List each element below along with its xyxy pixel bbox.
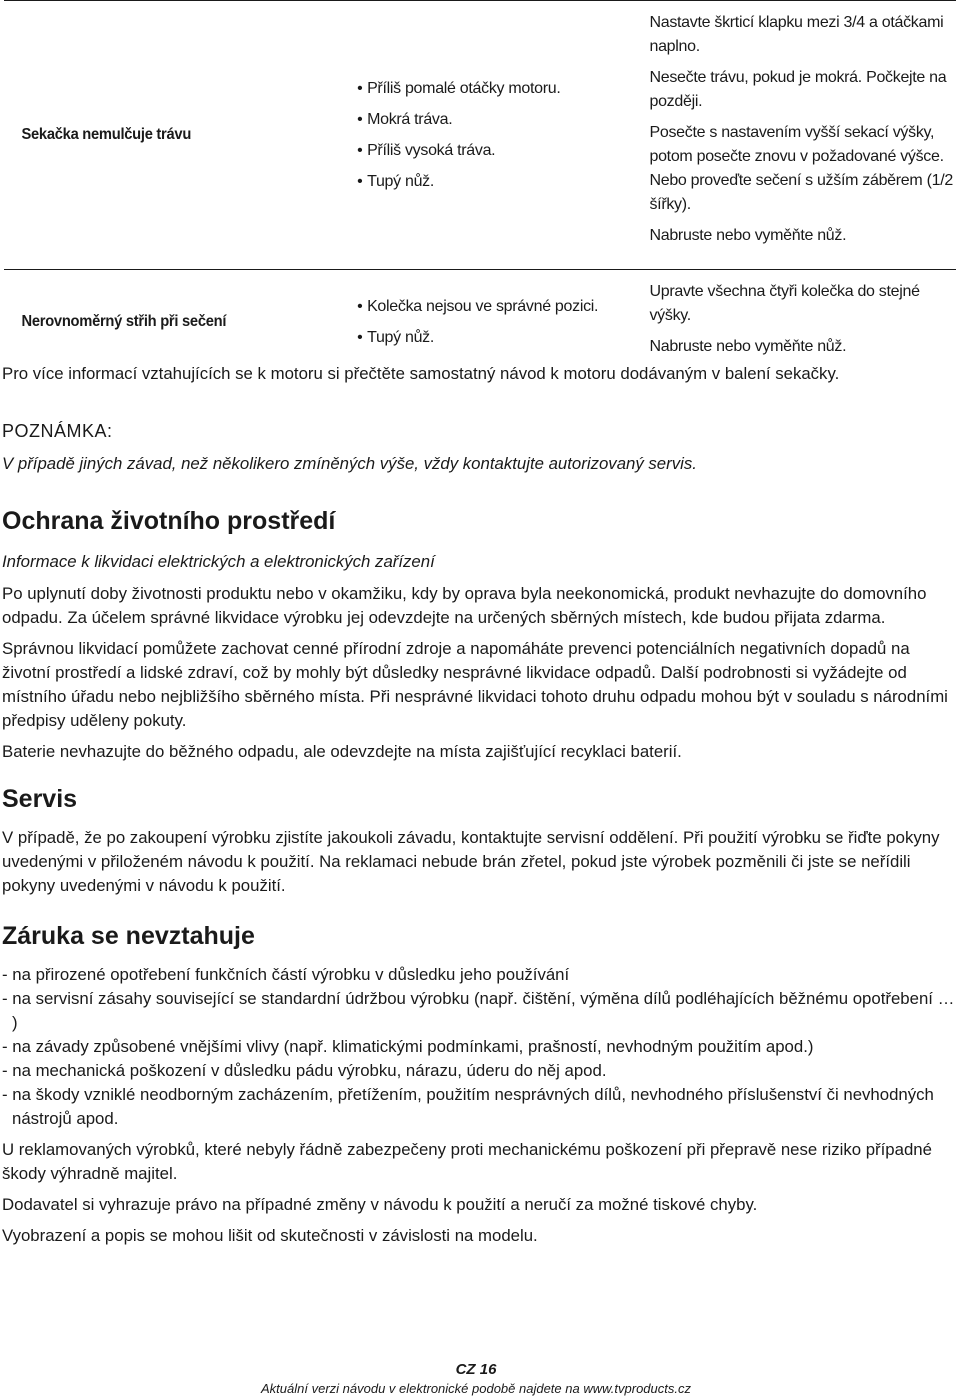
environment-heading: Ochrana životního prostředí bbox=[2, 507, 336, 535]
battery-paragraph: Baterie nevhazujte do běžného odpadu, ale odevzdejte na místa zajišťující recyklaci baterií. bbox=[2, 742, 682, 761]
warranty-paragraph: Vyobrazení a popis se mohou lišit od skutečnosti v závislosti na modelu. bbox=[2, 1226, 538, 1245]
problem-cell: Nerovnoměrný střih při sečení bbox=[4, 270, 309, 375]
list-item: • Tupý nůž. bbox=[357, 166, 646, 197]
footer-url-text: Aktuální verzi návodu v elektronické podobě najdete na www.tvproducts.cz bbox=[261, 1381, 691, 1396]
page-footer bbox=[0, 1360, 960, 1398]
warranty-paragraph: Dodavatel si vyhrazuje právo na případné změny v návodu k použití a neručí za možné tiskové chyby. bbox=[2, 1195, 758, 1214]
cause-list bbox=[335, 291, 646, 353]
list-item: • Kolečka nejsou ve správné pozici. bbox=[357, 291, 646, 322]
table-row bbox=[4, 1, 956, 270]
list-item: • Tupý nůž. bbox=[357, 322, 646, 353]
cause-cell bbox=[335, 270, 646, 375]
list-item: Posečte s nastavením vyšší sekací výšky, potom posečte znovu v požadované výšce. Nebo proveďte sečení s užším záběrem (1/2 šířky). bbox=[649, 124, 953, 213]
list-item: Upravte všechna čtyři kolečka do stejné výšky. bbox=[649, 283, 920, 324]
solution-list bbox=[646, 280, 956, 359]
cause-list bbox=[335, 73, 646, 197]
engine-note: Pro více informací vztahujících se k motoru si přečtěte samostatný návod k motoru dodávaným v balení sekačky. bbox=[2, 364, 840, 383]
list-item: Nesečte trávu, pokud je mokrá. Počkejte na později. bbox=[649, 69, 947, 110]
troubleshooting-table bbox=[4, 0, 956, 374]
list-item: - na mechanická poškození v důsledku pádu výrobku, nárazu, úderu do něj apod. bbox=[2, 1061, 607, 1080]
cause-cell bbox=[335, 1, 646, 270]
warranty-exclusion-list bbox=[2, 963, 956, 1131]
list-item: Nastavte škrticí klapku mezi 3/4 a otáčkami naplno. bbox=[649, 14, 944, 55]
list-item: Nabruste nebo vyměňte nůž. bbox=[649, 338, 847, 355]
service-heading: Servis bbox=[2, 785, 78, 813]
environment-paragraph: Správnou likvidací pomůžete zachovat cenné přírodní zdroje a napomáháte prevenci potenciálních negativních dopadů na životní prostředí a lidské zdraví, což by mohly být důsledky nesprávné likvidace odpadů. Další podrobnosti si vyžádejte od místního úřadu nebo nejbližšího sběrného místa. Při nesprávné likvidaci tohoto druhu odpadu mohou být v souladu s národními předpisy uděleny pokuty. bbox=[2, 639, 948, 730]
list-item: - na škody vzniklé neodborným zacházením, přetížením, použitím nesprávných dílů, nevhodného příslušenství či nevhodných nástrojů apod. bbox=[2, 1085, 934, 1128]
document-body bbox=[2, 362, 956, 1255]
solution-cell bbox=[646, 270, 956, 375]
list-item: • Mokrá tráva. bbox=[357, 104, 646, 135]
page-number: CZ 16 bbox=[455, 1361, 497, 1378]
warranty-paragraph: U reklamovaných výrobků, které nebyly řádně zabezpečeny proti mechanickému poškození při přepravě nese riziko případné škody výhradně majitel. bbox=[2, 1140, 932, 1183]
list-item: • Příliš vysoká tráva. bbox=[357, 135, 646, 166]
environment-subheading: Informace k likvidaci elektrických a elektronických zařízení bbox=[2, 552, 435, 571]
note-text: V případě jiných závad, než několikero zmíněných výše, vždy kontaktujte autorizovaný servis. bbox=[2, 454, 697, 473]
list-item: - na přirozené opotřebení funkčních částí výrobku v důsledku jeho používání bbox=[2, 965, 570, 984]
list-item: • Příliš pomalé otáčky motoru. bbox=[357, 73, 646, 104]
table-row bbox=[4, 270, 956, 375]
warranty-heading: Záruka se nevztahuje bbox=[2, 922, 255, 950]
solution-cell bbox=[646, 1, 956, 270]
list-item: Nabruste nebo vyměňte nůž. bbox=[649, 227, 847, 244]
list-item: - na servisní zásahy související se standardní údržbou výrobku (např. čištění, výměna dílů podléhajících běžnému opotřebení … ) bbox=[2, 989, 955, 1032]
environment-paragraph: Po uplynutí doby životnosti produktu nebo v okamžiku, kdy by oprava byla neekonomická, produkt nevhazujte do domovního odpadu. Za účelem správné likvidace výrobku jej odevzdejte na určených sběrných místech, kde budou přijata zdarma. bbox=[2, 584, 927, 627]
list-item: - na závady způsobené vnějšími vlivy (např. klimatickými podmínkami, prašností, nevhodným použitím apod.) bbox=[2, 1037, 814, 1056]
solution-list bbox=[646, 11, 956, 248]
problem-cell: Sekačka nemulčuje trávu bbox=[4, 1, 309, 270]
service-paragraph: V případě, že po zakoupení výrobku zjistíte jakoukoli závadu, kontaktujte servisní oddělení. Při použití výrobku se řiďte pokyny uvedenými v přiloženém návodu k použití. Na reklamaci nebude brán zřetel, pokud jste výrobek pozměnili či jste se neřídili pokyny uvedenými v návodu k použití. bbox=[2, 828, 940, 895]
note-heading: POZNÁMKA: bbox=[2, 421, 113, 441]
